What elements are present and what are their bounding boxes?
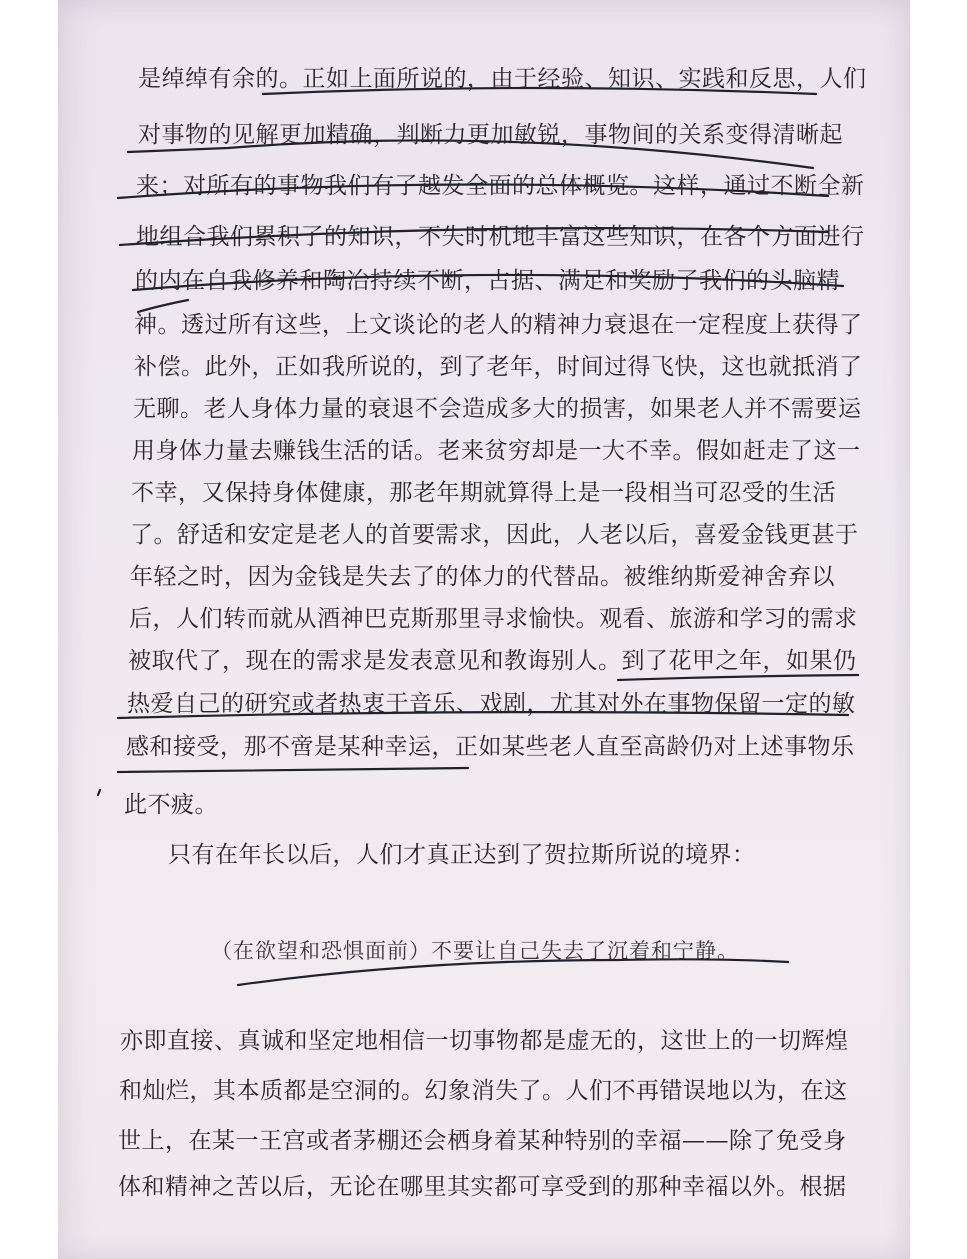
text-line: 对事物的见解更加精确，判断力更加敏锐，事物间的关系变得清晰起 — [138, 122, 843, 148]
text-line: 神。透过所有这些，上文谈论的老人的精神力衰退在一定程度上获得了 — [134, 312, 863, 338]
text-line: 不幸，又保持身体健康，那老年期就算得上是一段相当可忍受的生活 — [131, 480, 836, 506]
text-line: 的内在自我修养和陶冶持续不断，占据、满足和奖励了我们的头脑精 — [135, 268, 840, 294]
text-line: 是绰绰有余的。正如上面所说的，由于经验、知识、实践和反思，人们 — [138, 66, 867, 92]
text-line: 体和精神之苦以后，无论在哪里其实都可享受到的那种幸福以外。根据 — [118, 1174, 847, 1200]
text-line: 来；对所有的事物我们有了越发全面的总体概览。这样，通过不断全新 — [136, 173, 865, 199]
background-right — [905, 0, 967, 1259]
text-line: 世上，在某一王宫或者茅棚还会栖身着某种特别的幸福——除了免受身 — [118, 1128, 847, 1154]
background-left — [0, 0, 62, 1259]
underline-stroke — [98, 790, 100, 795]
text-line: 亦即直接、真诚和坚定地相信一切事物都是虚无的，这世上的一切辉煌 — [120, 1028, 849, 1054]
text-line: 后，人们转而就从酒神巴克斯那里寻求愉快。观看、旅游和学习的需求 — [129, 606, 858, 632]
book-page — [58, 0, 910, 1259]
block-quote: （在欲望和恐惧面前）不要让自己失去了沉着和宁静。 — [211, 939, 739, 963]
text-line: 用身体力量去赚钱生活的话。老来贫穷却是一大不幸。假如赶走了这一 — [132, 438, 861, 464]
text-line: 被取代了，现在的需求是发表意见和教诲别人。到了花甲之年，如果仍 — [128, 648, 857, 674]
text-line: 和灿烂，其本质都是空洞的。幻象消失了。人们不再错误地以为，在这 — [119, 1078, 848, 1104]
underline-stroke — [618, 675, 858, 680]
text-line: 热爱自己的研究或者热衷于音乐、戏剧，尤其对外在事物保留一定的敏 — [127, 691, 856, 717]
text-line: 补偿。此外，正如我所说的，到了老年，时间过得飞快，这也就抵消了 — [134, 354, 863, 380]
text-line: 了。舒适和安定是老人的首要需求，因此，人老以后，喜爱金钱更甚于 — [130, 522, 859, 548]
text-line: 无聊。老人身体力量的衰退不会造成多大的损害，如果老人并不需要运 — [133, 396, 862, 422]
text-line: 地组合我们累积了的知识，不失时机地丰富这些知识，在各个方面进行 — [136, 224, 865, 250]
text-line: 感和接受，那不啻是某种幸运，正如某些老人直至高龄仍对上述事物乐 — [126, 734, 855, 760]
text-line: 年轻之时，因为金钱是失去了的体力的代替品。被维纳斯爱神舍弃以 — [130, 564, 835, 590]
underline-stroke — [118, 768, 468, 772]
text-line: 此不疲。 — [124, 792, 218, 818]
text-line: 只有在年长以后，人们才真正达到了贺拉斯所说的境界： — [168, 842, 756, 868]
